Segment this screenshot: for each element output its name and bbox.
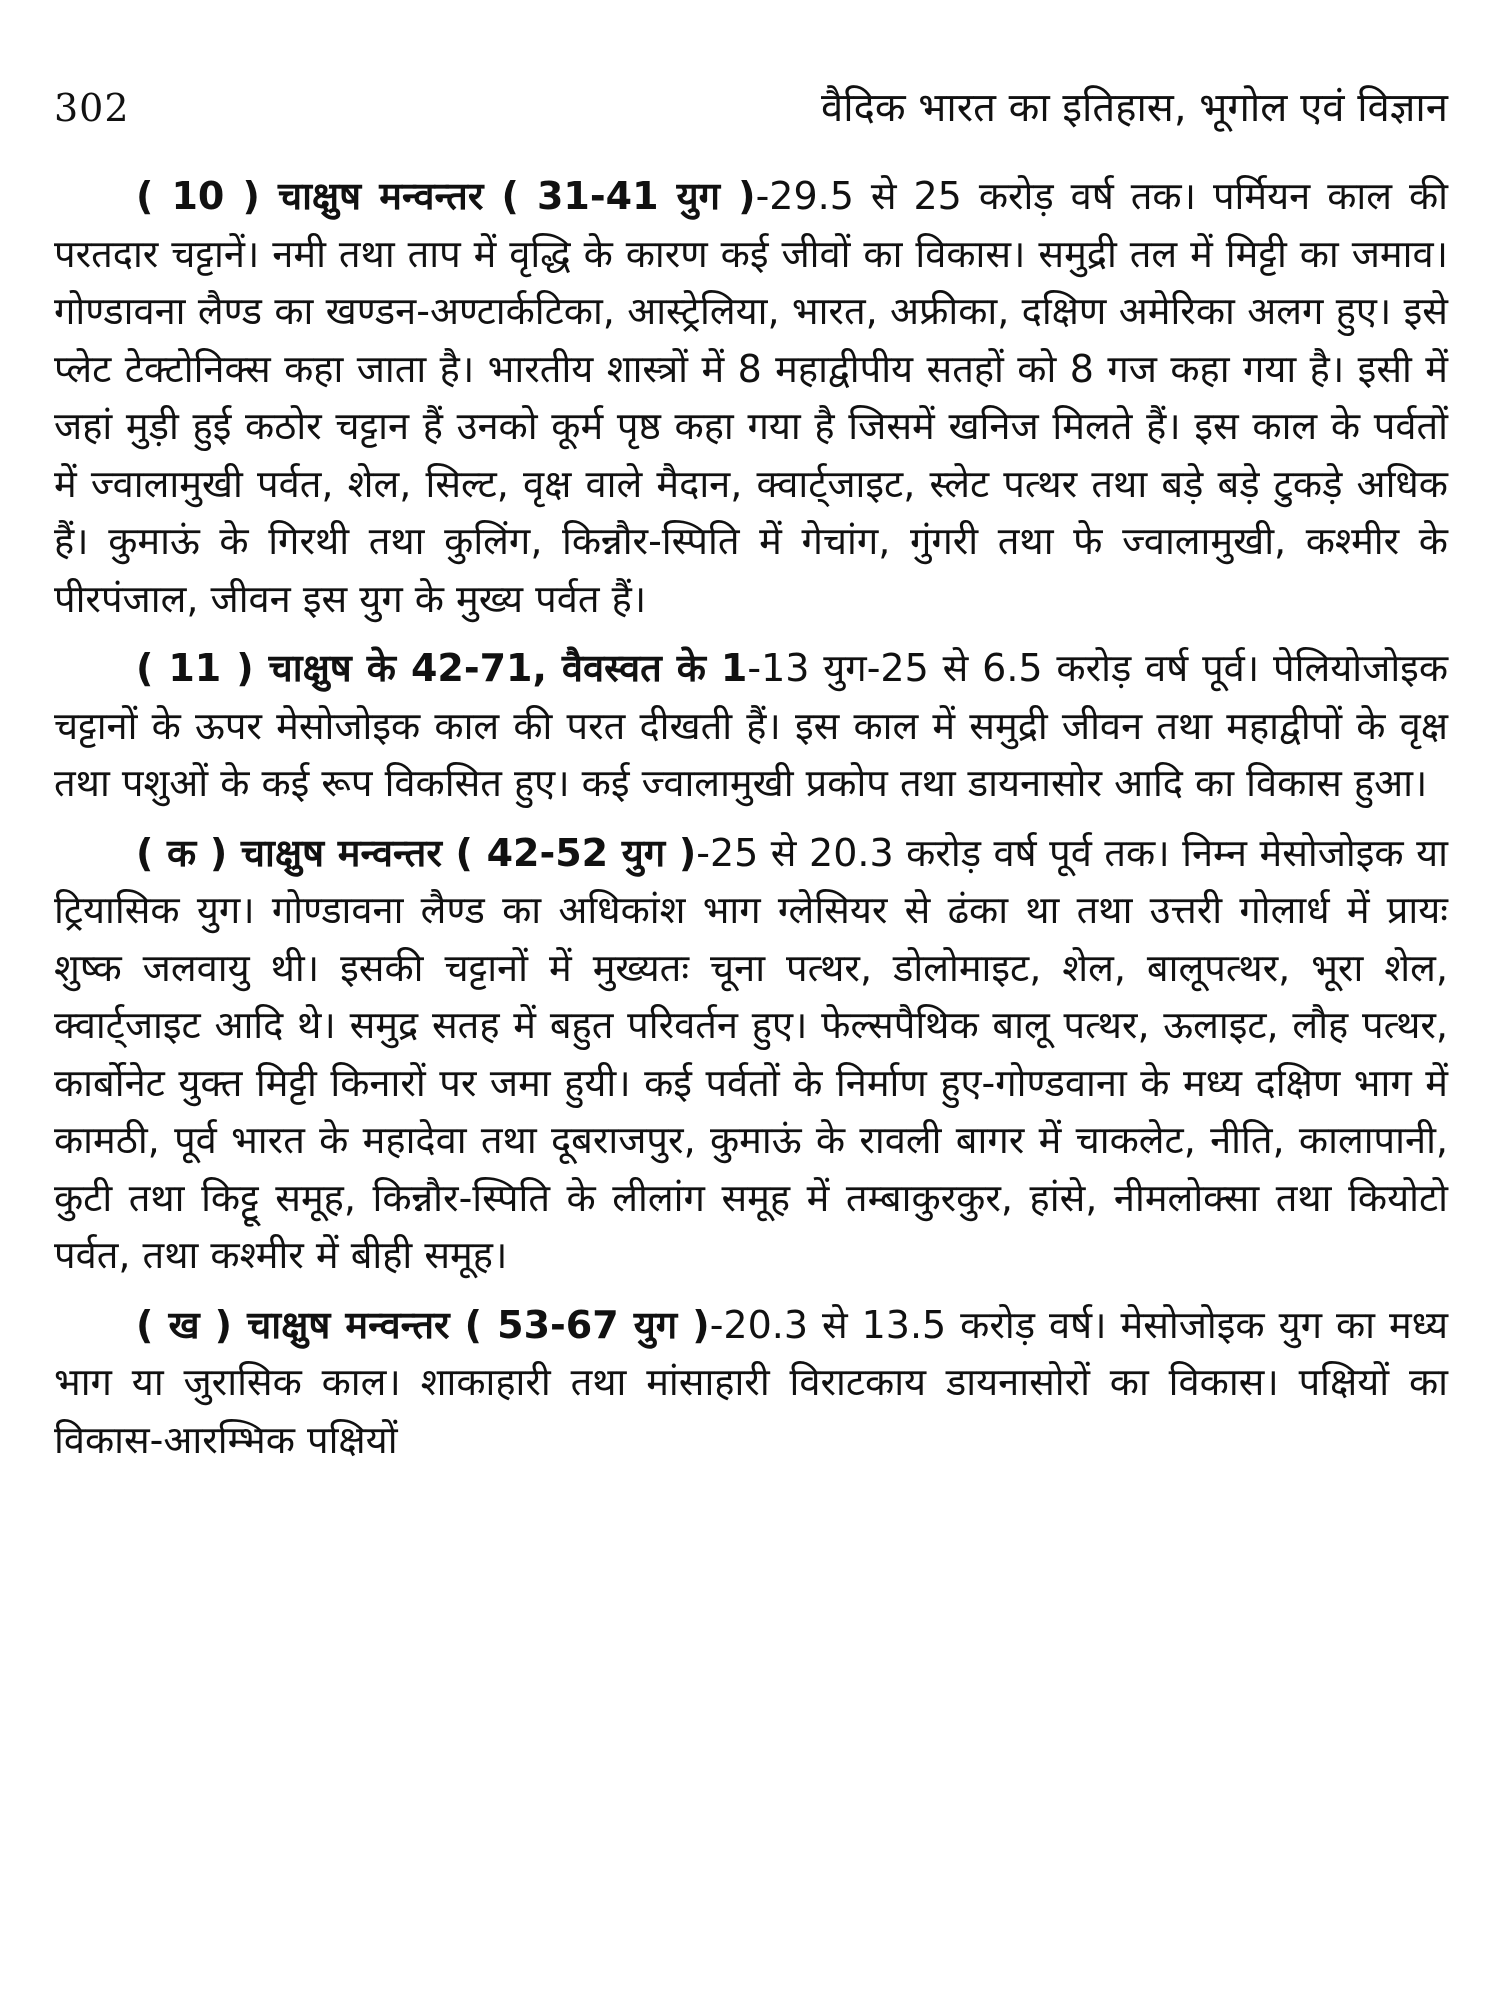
paragraph-text: -20.3 से 13.5 करोड़ वर्ष। मेसोजोइक युग का मध्य भाग या जुरासिक काल। शाकाहारी तथा मांसाहारी विराटकाय डायनासोरों का विकास। पक्षियों का विकास-आरम्भिक पक्षियों [54,1302,1448,1462]
paragraph-heading: ( ख ) चाक्षुष मन्वन्तर ( 53-67 युग ) [136,1302,710,1347]
paragraph-kha [54,1297,1448,1470]
running-title: वैदिक भारत का इतिहास, भूगोल एवं विज्ञान [820,85,1448,131]
paragraph-10 [54,168,1448,628]
paragraph-ka [54,825,1448,1285]
paragraph-text: -13 युग-25 से 6.5 करोड़ वर्ष पूर्व। पेलियोजोइक चट्टानों के ऊपर मेसोजोइक काल की परत दीखती हैं। इस काल में समुद्री जीवन तथा महाद्वीपों के वृक्ष तथा पशुओं के कई रूप विकसित हुए। कई ज्वालामुखी प्रकोप तथा डायनासोर आदि का विकास हुआ। [54,646,1449,805]
paragraph-text: -25 से 20.3 करोड़ वर्ष पूर्व तक। निम्न मेसोजोइक या ट्रियासिक युग। गोण्डावना लैण्ड का अधिकांश भाग ग्लेसियर से ढंका था तथा उत्तरी गोलार्ध में प्रायः शुष्क जलवायु थी। इसकी चट्टानों में मुख्यतः चूना पत्थर, डोलोमाइट, शेल, बालूपत्थर, भूरा शेल, क्वार्ट्जाइट आदि थे। समुद्र सतह में बहुत परिवर्तन हुए। फेल्सपैथिक बालू पत्थर, ऊलाइट, लौह पत्थर, कार्बोनेट युक्त मिट्टी किनारों पर जमा हुयी। कई पर्वतों के निर्माण हुए-गोण्डवाना के मध्य दक्षिण भाग में कामठी, पूर्व भारत के महादेवा तथा दूबराजपुर, कुमाऊं के रावली बागर में चाकलेट, नीति, कालापानी, कुटी तथा किट्टू समूह, किन्नौर-स्पिति के लीलांग समूह में तम्बाकुरकुर, हांसे, नीमलोक्सा तथा कियोटो पर्वत, तथा कश्मीर में बीही समूह। [54,830,1448,1277]
paragraph-heading: ( क ) चाक्षुष मन्वन्तर ( 42-52 युग ) [136,830,697,875]
paragraph-heading: ( 10 ) चाक्षुष मन्वन्तर ( 31-41 युग ) [136,174,756,218]
page-header [54,0,1448,142]
page-number: 302 [54,86,130,130]
paragraph-text: -29.5 से 25 करोड़ वर्ष तक। पर्मियन काल की परतदार चट्टानें। नमी तथा ताप में वृद्धि के कारण कई जीवों का विकास। समुद्री तल में मिट्टी का जमाव। गोण्डावना लैण्ड का खण्डन-अण्टार्कटिका, आस्ट्रेलिया, भारत, अफ्रीका, दक्षिण अमेरिका अलग हुए। इसे प्लेट टेक्टोनिक्स कहा जाता है। भारतीय शास्त्रों में 8 महाद्वीपीय सतहों को 8 गज कहा गया है। इसी में जहां मुड़ी हुई कठोर चट्टान हैं उनको कूर्म पृष्ठ कहा गया है जिसमें खनिज मिलते हैं। इस काल के पर्वतों में ज्वालामुखी पर्वत, शेल, सिल्ट, वृक्ष वाले मैदान, क्वार्ट्जाइट, स्लेट पत्थर तथा बड़े बड़े टुकड़े अधिक हैं। कुमाऊं के गिरथी तथा कुलिंग, किन्नौर-स्पिति में गेचांग, गुंगरी तथा फे ज्वालामुखी, कश्मीर के पीरपंजाल, जीवन इस युग के मुख्य पर्वत हैं। [54,174,1448,621]
paragraph-11 [54,640,1448,813]
page-body [54,168,1448,1469]
paragraph-heading: ( 11 ) चाक्षुष के 42-71, वैवस्वत के 1 [136,646,748,690]
